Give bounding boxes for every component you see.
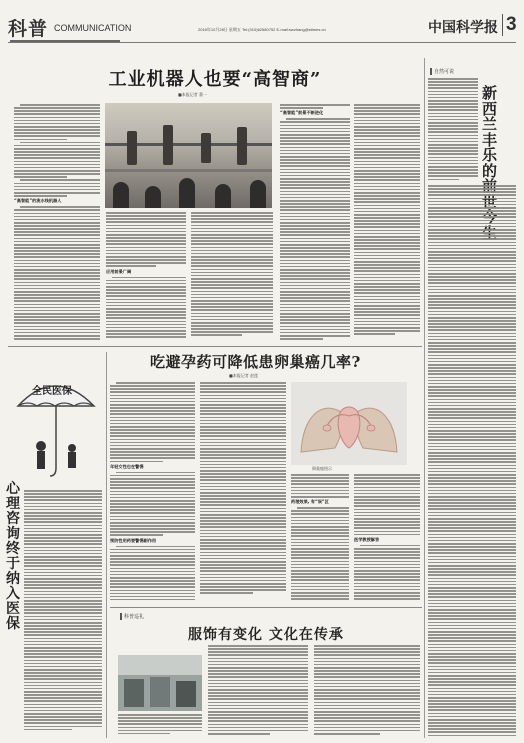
bottom-article-column-1 (118, 714, 202, 740)
bottom-headline: 服饰有变化 文化在传承 (188, 627, 344, 643)
medical-insurance-illustration (8, 370, 103, 502)
sidebar-headline: 新西兰丰乐的 (482, 84, 498, 180)
second-subhead-2: 预防性用药要警惕副作用 (110, 537, 157, 543)
page-number: 3 (502, 14, 517, 36)
second-subhead-3: 药理效果, 有“误”区 (291, 499, 329, 505)
industrial-robots-photo (105, 103, 272, 208)
second-article-column-1 (110, 382, 195, 600)
second-article-column-4 (354, 474, 420, 600)
main-article-column-2 (106, 212, 186, 342)
ovary-hands-photo (291, 382, 407, 465)
photo-caption: 卵巢癌图示 (312, 466, 332, 471)
second-byline: ■本报记者 赵莲 (229, 373, 259, 378)
sidebar-column-tag: 自然可说 (430, 68, 454, 75)
second-subhead-1: 年轻女性也在警惕 (110, 463, 144, 469)
main-article-column-4 (280, 104, 350, 344)
main-article-column-1 (14, 104, 100, 350)
main-article-column-5 (354, 104, 420, 344)
bottom-column-tag: 科普巡礼 (120, 613, 144, 620)
masthead (8, 14, 516, 40)
section-divider-2 (110, 607, 422, 608)
main-article-column-3 (191, 212, 273, 342)
section-divider-1 (8, 346, 422, 347)
illustration-banner-text: 全民医保 (32, 386, 72, 397)
left-column-divider (106, 352, 107, 738)
second-headline: 吃避孕药可降低患卵巢癌几率? (150, 353, 361, 371)
second-article-column-3 (291, 474, 349, 600)
main-subhead-3: “高智能”前景不断进化 (280, 110, 324, 116)
sidebar-text-top (428, 78, 478, 182)
section-name: 科普 (8, 18, 49, 40)
main-headline: 工业机器人也要“高智商” (108, 69, 322, 90)
left-column-headline: 心理咨询终于纳入医保 (6, 481, 20, 632)
bottom-article-column-3 (314, 645, 420, 740)
second-article-column-2 (200, 382, 286, 600)
main-subhead-1: “高智能”的流水线机器人 (14, 198, 62, 204)
main-subhead-2: 应用前景广阔 (106, 268, 132, 274)
second-subhead-4: 医学教授解答 (354, 536, 380, 542)
bottom-article-column-2 (208, 645, 308, 740)
section-name-en: COMMUNICATION (54, 23, 132, 33)
main-byline: ■本报记者 董一 (178, 92, 208, 97)
left-column-text (24, 490, 102, 740)
header-divider (8, 42, 516, 43)
date-line: 2016年10月28日 星期五 Tel:(010)62580752 E-mail:swzhang@stimes.cn (198, 27, 326, 32)
sidebar-text-body (428, 185, 516, 740)
sidebar-divider (424, 58, 425, 738)
newspaper-logo: 中国科学报 (428, 20, 498, 36)
clothing-exhibit-photo (118, 655, 202, 711)
